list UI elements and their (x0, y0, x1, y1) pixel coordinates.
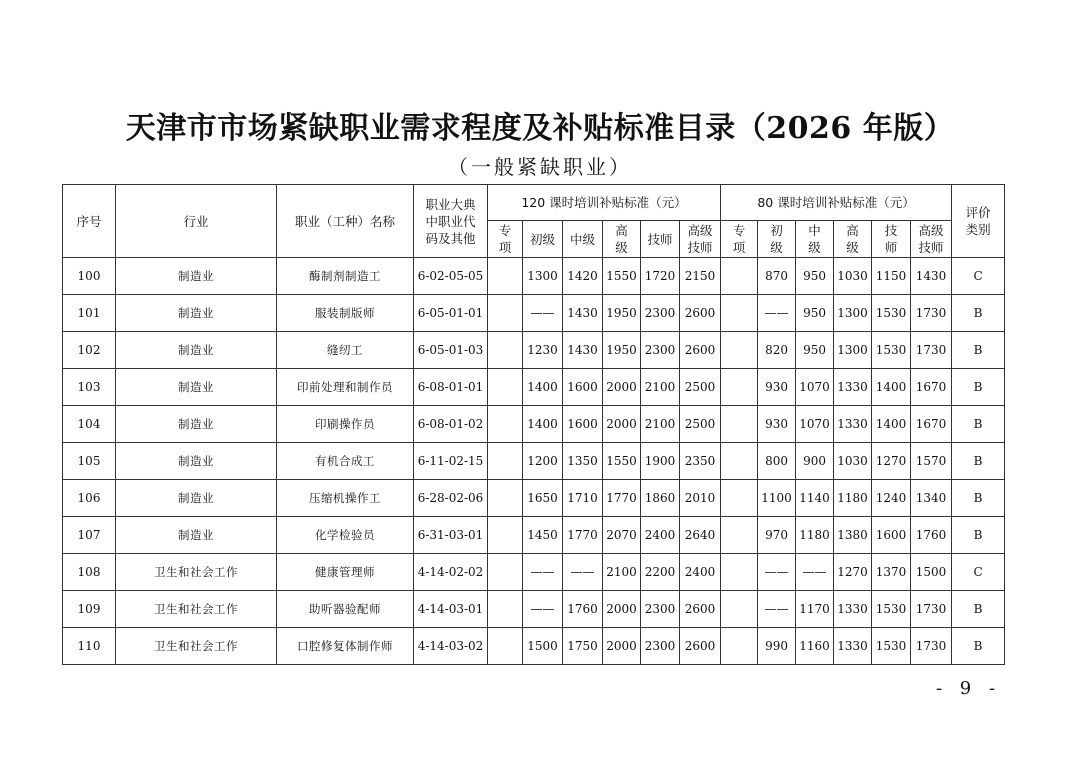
document-subtitle: （一般紧缺职业） (448, 155, 632, 179)
table-row (63, 517, 1005, 554)
cell-120-technician: 2100 (641, 369, 680, 406)
cell-occupation: 酶制剂制造工 (277, 258, 414, 295)
header-80-junior: 初级 (758, 221, 796, 258)
cell-industry: 卫生和社会工作 (116, 554, 277, 591)
table-row (63, 554, 1005, 591)
cell-80-technician: 1530 (872, 628, 911, 665)
subsidy-table (62, 184, 1005, 665)
cell-120-junior: 1200 (523, 443, 563, 480)
table-row (63, 258, 1005, 295)
header-80-special: 专项 (721, 221, 758, 258)
table-row (63, 443, 1005, 480)
cell-code: 6-28-02-06 (414, 480, 488, 517)
cell-seq: 106 (63, 480, 116, 517)
cell-80-senior: 1330 (834, 591, 872, 628)
cell-occupation: 化学检验员 (277, 517, 414, 554)
cell-seq: 108 (63, 554, 116, 591)
cell-industry: 制造业 (116, 517, 277, 554)
cell-80-intermediate: 1070 (796, 406, 834, 443)
cell-80-special (721, 517, 758, 554)
cell-code: 6-08-01-01 (414, 369, 488, 406)
cell-occupation: 口腔修复体制作师 (277, 628, 414, 665)
header-80-senior: 高级 (834, 221, 872, 258)
cell-industry: 制造业 (116, 406, 277, 443)
cell-seq: 103 (63, 369, 116, 406)
cell-80-technician: 1530 (872, 295, 911, 332)
cell-120-senior-technician: 2500 (680, 369, 721, 406)
table-row (63, 628, 1005, 665)
cell-80-intermediate: —— (796, 554, 834, 591)
document-title: 天津市市场紧缺职业需求程度及补贴标准目录（2026 年版） (125, 111, 955, 146)
cell-80-senior: 1330 (834, 628, 872, 665)
cell-80-technician: 1400 (872, 406, 911, 443)
cell-120-junior: 1400 (523, 406, 563, 443)
header-120-technician: 技师 (641, 221, 680, 258)
cell-industry: 制造业 (116, 332, 277, 369)
cell-80-senior: 1180 (834, 480, 872, 517)
cell-80-special (721, 443, 758, 480)
cell-industry: 卫生和社会工作 (116, 628, 277, 665)
cell-80-senior-technician: 1670 (911, 369, 952, 406)
header-occupation: 职业（工种）名称 (277, 185, 414, 258)
cell-code: 6-31-03-01 (414, 517, 488, 554)
header-category: 评价类别 (952, 185, 1005, 258)
cell-120-special (488, 443, 523, 480)
cell-occupation: 服装制版师 (277, 295, 414, 332)
cell-120-intermediate: 1430 (563, 295, 603, 332)
cell-120-junior: —— (523, 554, 563, 591)
cell-80-intermediate: 1180 (796, 517, 834, 554)
cell-industry: 制造业 (116, 369, 277, 406)
cell-120-technician: 1860 (641, 480, 680, 517)
cell-80-senior-technician: 1730 (911, 295, 952, 332)
cell-80-special (721, 258, 758, 295)
cell-120-special (488, 295, 523, 332)
cell-120-special (488, 332, 523, 369)
cell-120-senior: 2000 (603, 628, 641, 665)
cell-80-senior-technician: 1730 (911, 628, 952, 665)
cell-120-senior-technician: 2350 (680, 443, 721, 480)
cell-80-senior: 1030 (834, 258, 872, 295)
cell-80-special (721, 295, 758, 332)
cell-80-senior-technician: 1500 (911, 554, 952, 591)
cell-seq: 104 (63, 406, 116, 443)
table-row (63, 406, 1005, 443)
cell-120-intermediate: —— (563, 554, 603, 591)
cell-industry: 制造业 (116, 480, 277, 517)
cell-category: B (952, 369, 1005, 406)
cell-80-junior: —— (758, 554, 796, 591)
cell-industry: 制造业 (116, 443, 277, 480)
cell-seq: 100 (63, 258, 116, 295)
cell-120-junior: —— (523, 295, 563, 332)
cell-120-technician: 2300 (641, 628, 680, 665)
cell-80-senior-technician: 1340 (911, 480, 952, 517)
cell-code: 6-02-05-05 (414, 258, 488, 295)
cell-80-intermediate: 950 (796, 332, 834, 369)
cell-120-junior: 1300 (523, 258, 563, 295)
cell-120-senior-technician: 2400 (680, 554, 721, 591)
cell-industry: 卫生和社会工作 (116, 591, 277, 628)
cell-code: 4-14-03-02 (414, 628, 488, 665)
cell-80-junior: 970 (758, 517, 796, 554)
cell-seq: 107 (63, 517, 116, 554)
header-120-senior: 高级 (603, 221, 641, 258)
cell-120-intermediate: 1430 (563, 332, 603, 369)
cell-80-senior-technician: 1570 (911, 443, 952, 480)
cell-occupation: 印刷操作员 (277, 406, 414, 443)
header-industry: 行业 (116, 185, 277, 258)
cell-80-junior: 820 (758, 332, 796, 369)
cell-120-intermediate: 1350 (563, 443, 603, 480)
cell-occupation: 印前处理和制作员 (277, 369, 414, 406)
page-number: - 9 - (936, 678, 1002, 699)
header-80-intermediate: 中级 (796, 221, 834, 258)
cell-120-technician: 1900 (641, 443, 680, 480)
cell-120-senior: 1950 (603, 295, 641, 332)
cell-120-technician: 2300 (641, 591, 680, 628)
cell-80-special (721, 369, 758, 406)
header-80-senior-technician: 高级技师 (911, 221, 952, 258)
cell-120-junior: 1500 (523, 628, 563, 665)
cell-120-special (488, 591, 523, 628)
cell-80-junior: 930 (758, 369, 796, 406)
cell-80-junior: 930 (758, 406, 796, 443)
cell-80-junior: —— (758, 295, 796, 332)
cell-80-intermediate: 900 (796, 443, 834, 480)
cell-code: 6-11-02-15 (414, 443, 488, 480)
header-120-junior: 初级 (523, 221, 563, 258)
cell-120-intermediate: 1600 (563, 369, 603, 406)
cell-category: B (952, 628, 1005, 665)
cell-120-intermediate: 1760 (563, 591, 603, 628)
table-row (63, 480, 1005, 517)
cell-category: B (952, 480, 1005, 517)
table-body (63, 258, 1005, 665)
cell-80-senior: 1030 (834, 443, 872, 480)
cell-industry: 制造业 (116, 258, 277, 295)
cell-80-special (721, 628, 758, 665)
cell-code: 4-14-02-02 (414, 554, 488, 591)
cell-120-senior: 2070 (603, 517, 641, 554)
cell-80-technician: 1270 (872, 443, 911, 480)
table-row (63, 369, 1005, 406)
cell-industry: 制造业 (116, 295, 277, 332)
cell-120-junior: 1450 (523, 517, 563, 554)
cell-120-technician: 2300 (641, 332, 680, 369)
cell-120-senior: 1950 (603, 332, 641, 369)
cell-120-special (488, 517, 523, 554)
cell-120-technician: 2100 (641, 406, 680, 443)
cell-120-senior: 2000 (603, 406, 641, 443)
cell-80-intermediate: 1170 (796, 591, 834, 628)
cell-80-senior-technician: 1730 (911, 332, 952, 369)
cell-120-intermediate: 1710 (563, 480, 603, 517)
cell-seq: 110 (63, 628, 116, 665)
header-group-120: 120 课时培训补贴标准（元） (488, 185, 721, 221)
table-row (63, 591, 1005, 628)
table-row (63, 295, 1005, 332)
cell-80-senior-technician: 1430 (911, 258, 952, 295)
cell-seq: 109 (63, 591, 116, 628)
cell-120-intermediate: 1600 (563, 406, 603, 443)
cell-80-intermediate: 1140 (796, 480, 834, 517)
cell-category: C (952, 554, 1005, 591)
cell-80-senior: 1330 (834, 369, 872, 406)
cell-80-senior-technician: 1670 (911, 406, 952, 443)
cell-120-senior: 1770 (603, 480, 641, 517)
cell-120-senior-technician: 2150 (680, 258, 721, 295)
cell-80-special (721, 480, 758, 517)
cell-80-intermediate: 1070 (796, 369, 834, 406)
cell-120-senior-technician: 2640 (680, 517, 721, 554)
cell-120-special (488, 628, 523, 665)
cell-80-junior: 1100 (758, 480, 796, 517)
cell-occupation: 缝纫工 (277, 332, 414, 369)
cell-120-junior: 1230 (523, 332, 563, 369)
cell-category: B (952, 332, 1005, 369)
cell-category: B (952, 517, 1005, 554)
cell-120-special (488, 406, 523, 443)
table-row (63, 332, 1005, 369)
cell-seq: 101 (63, 295, 116, 332)
cell-category: C (952, 258, 1005, 295)
cell-category: B (952, 591, 1005, 628)
header-group-80: 80 课时培训补贴标准（元） (721, 185, 952, 221)
cell-80-senior: 1380 (834, 517, 872, 554)
cell-120-senior-technician: 2600 (680, 295, 721, 332)
cell-120-senior-technician: 2600 (680, 628, 721, 665)
header-code: 职业大典中职业代码及其他 (414, 185, 488, 258)
cell-80-intermediate: 950 (796, 295, 834, 332)
cell-80-special (721, 332, 758, 369)
cell-code: 6-08-01-02 (414, 406, 488, 443)
cell-120-intermediate: 1750 (563, 628, 603, 665)
cell-120-technician: 2400 (641, 517, 680, 554)
cell-120-intermediate: 1770 (563, 517, 603, 554)
cell-120-special (488, 369, 523, 406)
header-120-intermediate: 中级 (563, 221, 603, 258)
cell-120-senior: 2100 (603, 554, 641, 591)
cell-80-senior-technician: 1730 (911, 591, 952, 628)
cell-120-senior: 1550 (603, 443, 641, 480)
cell-120-senior-technician: 2500 (680, 406, 721, 443)
header-80-technician: 技师 (872, 221, 911, 258)
cell-seq: 102 (63, 332, 116, 369)
cell-80-junior: 800 (758, 443, 796, 480)
cell-120-junior: 1650 (523, 480, 563, 517)
cell-120-special (488, 480, 523, 517)
cell-80-intermediate: 1160 (796, 628, 834, 665)
cell-120-technician: 1720 (641, 258, 680, 295)
cell-80-junior: 990 (758, 628, 796, 665)
cell-120-junior: —— (523, 591, 563, 628)
cell-120-senior-technician: 2010 (680, 480, 721, 517)
cell-80-senior: 1330 (834, 406, 872, 443)
cell-occupation: 助听器验配师 (277, 591, 414, 628)
cell-120-special (488, 554, 523, 591)
cell-120-senior: 2000 (603, 591, 641, 628)
cell-80-senior-technician: 1760 (911, 517, 952, 554)
cell-category: B (952, 295, 1005, 332)
cell-80-intermediate: 950 (796, 258, 834, 295)
cell-120-senior-technician: 2600 (680, 591, 721, 628)
cell-80-technician: 1240 (872, 480, 911, 517)
cell-80-senior: 1270 (834, 554, 872, 591)
cell-80-technician: 1150 (872, 258, 911, 295)
cell-occupation: 压缩机操作工 (277, 480, 414, 517)
cell-occupation: 有机合成工 (277, 443, 414, 480)
cell-code: 6-05-01-03 (414, 332, 488, 369)
header-seq: 序号 (63, 185, 116, 258)
cell-80-technician: 1370 (872, 554, 911, 591)
cell-80-senior: 1300 (834, 295, 872, 332)
cell-80-junior: 870 (758, 258, 796, 295)
cell-category: B (952, 406, 1005, 443)
cell-80-special (721, 591, 758, 628)
cell-120-technician: 2300 (641, 295, 680, 332)
cell-120-special (488, 258, 523, 295)
cell-80-technician: 1530 (872, 332, 911, 369)
cell-120-senior: 2000 (603, 369, 641, 406)
cell-code: 6-05-01-01 (414, 295, 488, 332)
cell-120-intermediate: 1420 (563, 258, 603, 295)
cell-80-technician: 1400 (872, 369, 911, 406)
header-120-special: 专项 (488, 221, 523, 258)
cell-category: B (952, 443, 1005, 480)
cell-120-senior: 1550 (603, 258, 641, 295)
header-120-senior-technician: 高级技师 (680, 221, 721, 258)
cell-120-junior: 1400 (523, 369, 563, 406)
cell-80-junior: —— (758, 591, 796, 628)
cell-80-technician: 1530 (872, 591, 911, 628)
cell-80-technician: 1600 (872, 517, 911, 554)
cell-occupation: 健康管理师 (277, 554, 414, 591)
cell-80-senior: 1300 (834, 332, 872, 369)
cell-80-special (721, 554, 758, 591)
cell-seq: 105 (63, 443, 116, 480)
cell-80-special (721, 406, 758, 443)
cell-code: 4-14-03-01 (414, 591, 488, 628)
cell-120-senior-technician: 2600 (680, 332, 721, 369)
cell-120-technician: 2200 (641, 554, 680, 591)
